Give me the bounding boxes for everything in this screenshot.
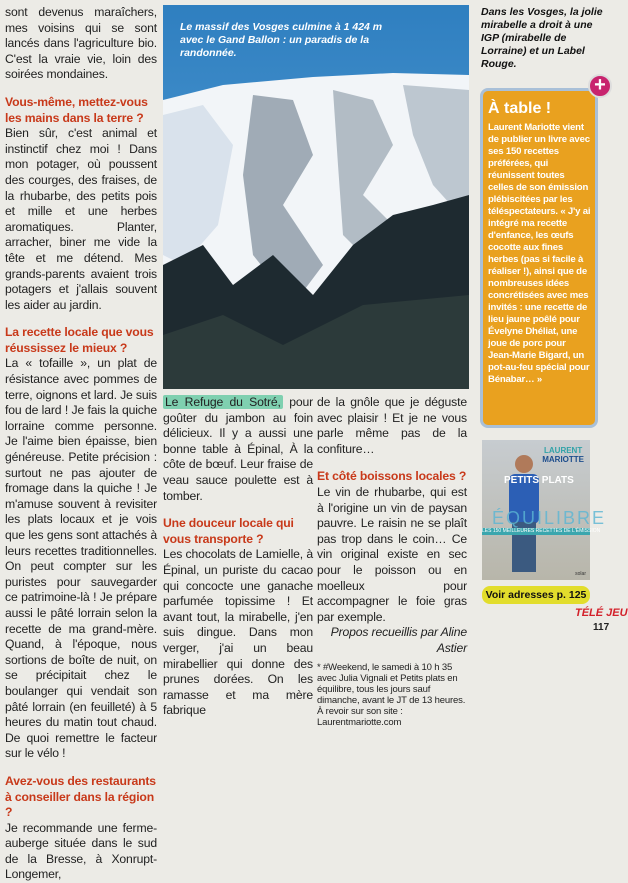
book-author: LAURENT MARIOTTE: [542, 446, 584, 464]
question-heading: Vous-même, mettez-vous les mains dans la terre ?: [5, 94, 148, 125]
answer-paragraph: Les chocolats de Lamielle, à Épinal, un puriste du cacao qui concocte une ganache parfumée topissime ! Et avant tout, la mirabelle, j'en suis dingue. Dans mon verger, j'ai un beau mirabellier qui donne des prunes dorées. On les ramasse et ma mère fabrique: [163, 547, 313, 718]
answer-paragraph: de la gnôle que je déguste avec plaisir ! Et je ne vous parle même pas de la confiture…: [317, 395, 467, 456]
magazine-logo: TÉLÉ JEU: [575, 607, 628, 619]
photo-caption: Le massif des Vosges culmine à 1 424 m avec le Gand Ballon : un paradis de la randonnée.: [180, 21, 383, 59]
see-addresses-button[interactable]: Voir adresses p. 125: [482, 586, 590, 604]
column-2: [163, 395, 313, 719]
book-band: LES 150 MEILLEURES RECETTES DE L'ÉMISSION: [482, 528, 601, 534]
intro-paragraph: sont devenus maraîchers, mes voisins qui se sont lancés dans l'agriculture bio. C'est la vraie vie, loin des soirées mondaines.: [5, 5, 157, 82]
sidebar-caption: Dans les Vosges, la jolie mirabelle a droit à une IGP (mirabelle de Lorraine) et un Label Rouge.: [481, 6, 603, 70]
answer-paragraph: Le vin de rhubarbe, qui est à l'origine un vin de paysan pauvre. Le raisin ne se plaît pas trop dans le coin… Ce vin original existe en sec pour le poisson ou en moelleux pour accompagner le foie gras par exemple.: [317, 484, 467, 624]
box-title: À table !: [488, 100, 552, 117]
box-text: Laurent Mariotte vient de publier un livre avec ses 150 recettes préférées, qui réunissent toutes celles de son émission plébiscitées par les téléspectateurs. « J'y ai intégré ma recette d'enfance, les œufs cocotte aux fines herbes (pas si facile à réaliser !), ainsi que de nombreuses idées concrétisées avec mes invités : une recette de lieu jaune poêlé pour Évelyne Dhéliat, une joue de porc pour Jean-Marie Bigard, un pot-au-feu spécial pour Bénabar… »: [488, 122, 591, 385]
plus-icon: +: [588, 74, 612, 98]
answer-text: pour goûter du jambon au foin délicieux. Il y a aussi une bonne table à Épinal, À la côte de bœuf. Leur fraise de veau sauce poulette est à tomber.: [163, 395, 313, 503]
question-heading: Avez-vous des restaurants à conseiller dans la région ?: [5, 773, 156, 820]
signature: Propos recueillis par Aline Astier: [330, 625, 467, 655]
book-cover: [482, 440, 607, 580]
book-subtitle: ÉQUILIBRE: [492, 508, 607, 528]
book-publisher: solar: [575, 571, 586, 577]
answer-paragraph: Je recommande une ferme-auberge située dans le sud de la Bresse, à Xonrupt-Longemer,: [5, 820, 157, 882]
column-1: [5, 5, 157, 883]
book-title: PETITS PLATS: [504, 475, 574, 486]
a-table-box: [480, 88, 598, 428]
page-number: 117: [593, 622, 610, 633]
highlighted-restaurant: Le Refuge du Sotré,: [165, 395, 281, 409]
mountain-illustration: [163, 5, 469, 389]
answer-paragraph: [163, 395, 313, 504]
column-3: [317, 395, 467, 728]
vosges-mountain-photo: [163, 5, 469, 389]
question-heading: La recette locale que vous réussissez le mieux ?: [5, 325, 154, 355]
answer-paragraph: Bien sûr, c'est animal et instinctif chez moi ! Dans mon potager, où poussent des courges, des fraises, de la rhubarbe, des petits pois et mille et une herbes aromatiques. Planter, arracher, biner me vide la tête et me détend. Mes grands-parents avaient trois potagers et j'allais souvent les aider au jardin.: [5, 126, 157, 312]
question-heading: Et côté boissons locales ?: [317, 469, 467, 484]
answer-paragraph: La « tofaille », un plat de résistance avec pommes de terre, oignons et lard. Je suis fou de lard ! Je fais la quiche lorraine comme personne. Je l'aime bien épaisse, bien généreuse. Petite précision : surtout ne pas ajouter de fromage dans la quiche ! Je m'amuse souvent à revisiter les plats locaux et je vois que les gens sont attachés à leurs recettes traditionnelles. On peut compter sur les puristes pour sauvegarder ce patrimoine-là ! Je prépare aussi le pâté lorrain selon la recette de ma grand-mère. Quand, à l'époque, nous sortions de boîte de nuit, on se précipitait chez le boulanger qui vendait son pâté lorrain (en feuilleté) à 5 heures du matin tout chaud. De quoi remettre le facteur sur le vélo !: [5, 356, 157, 761]
question-heading: Une douceur locale qui vous transporte ?: [163, 516, 294, 546]
footnote: * #Weekend, le samedi à 10 h 35 avec Julia Vignali et Petits plats en équilibre, tous les jours sauf dimanche, avant le JT de 13 heures. À revoir sur son site : Laurentmariotte.com: [317, 661, 466, 728]
